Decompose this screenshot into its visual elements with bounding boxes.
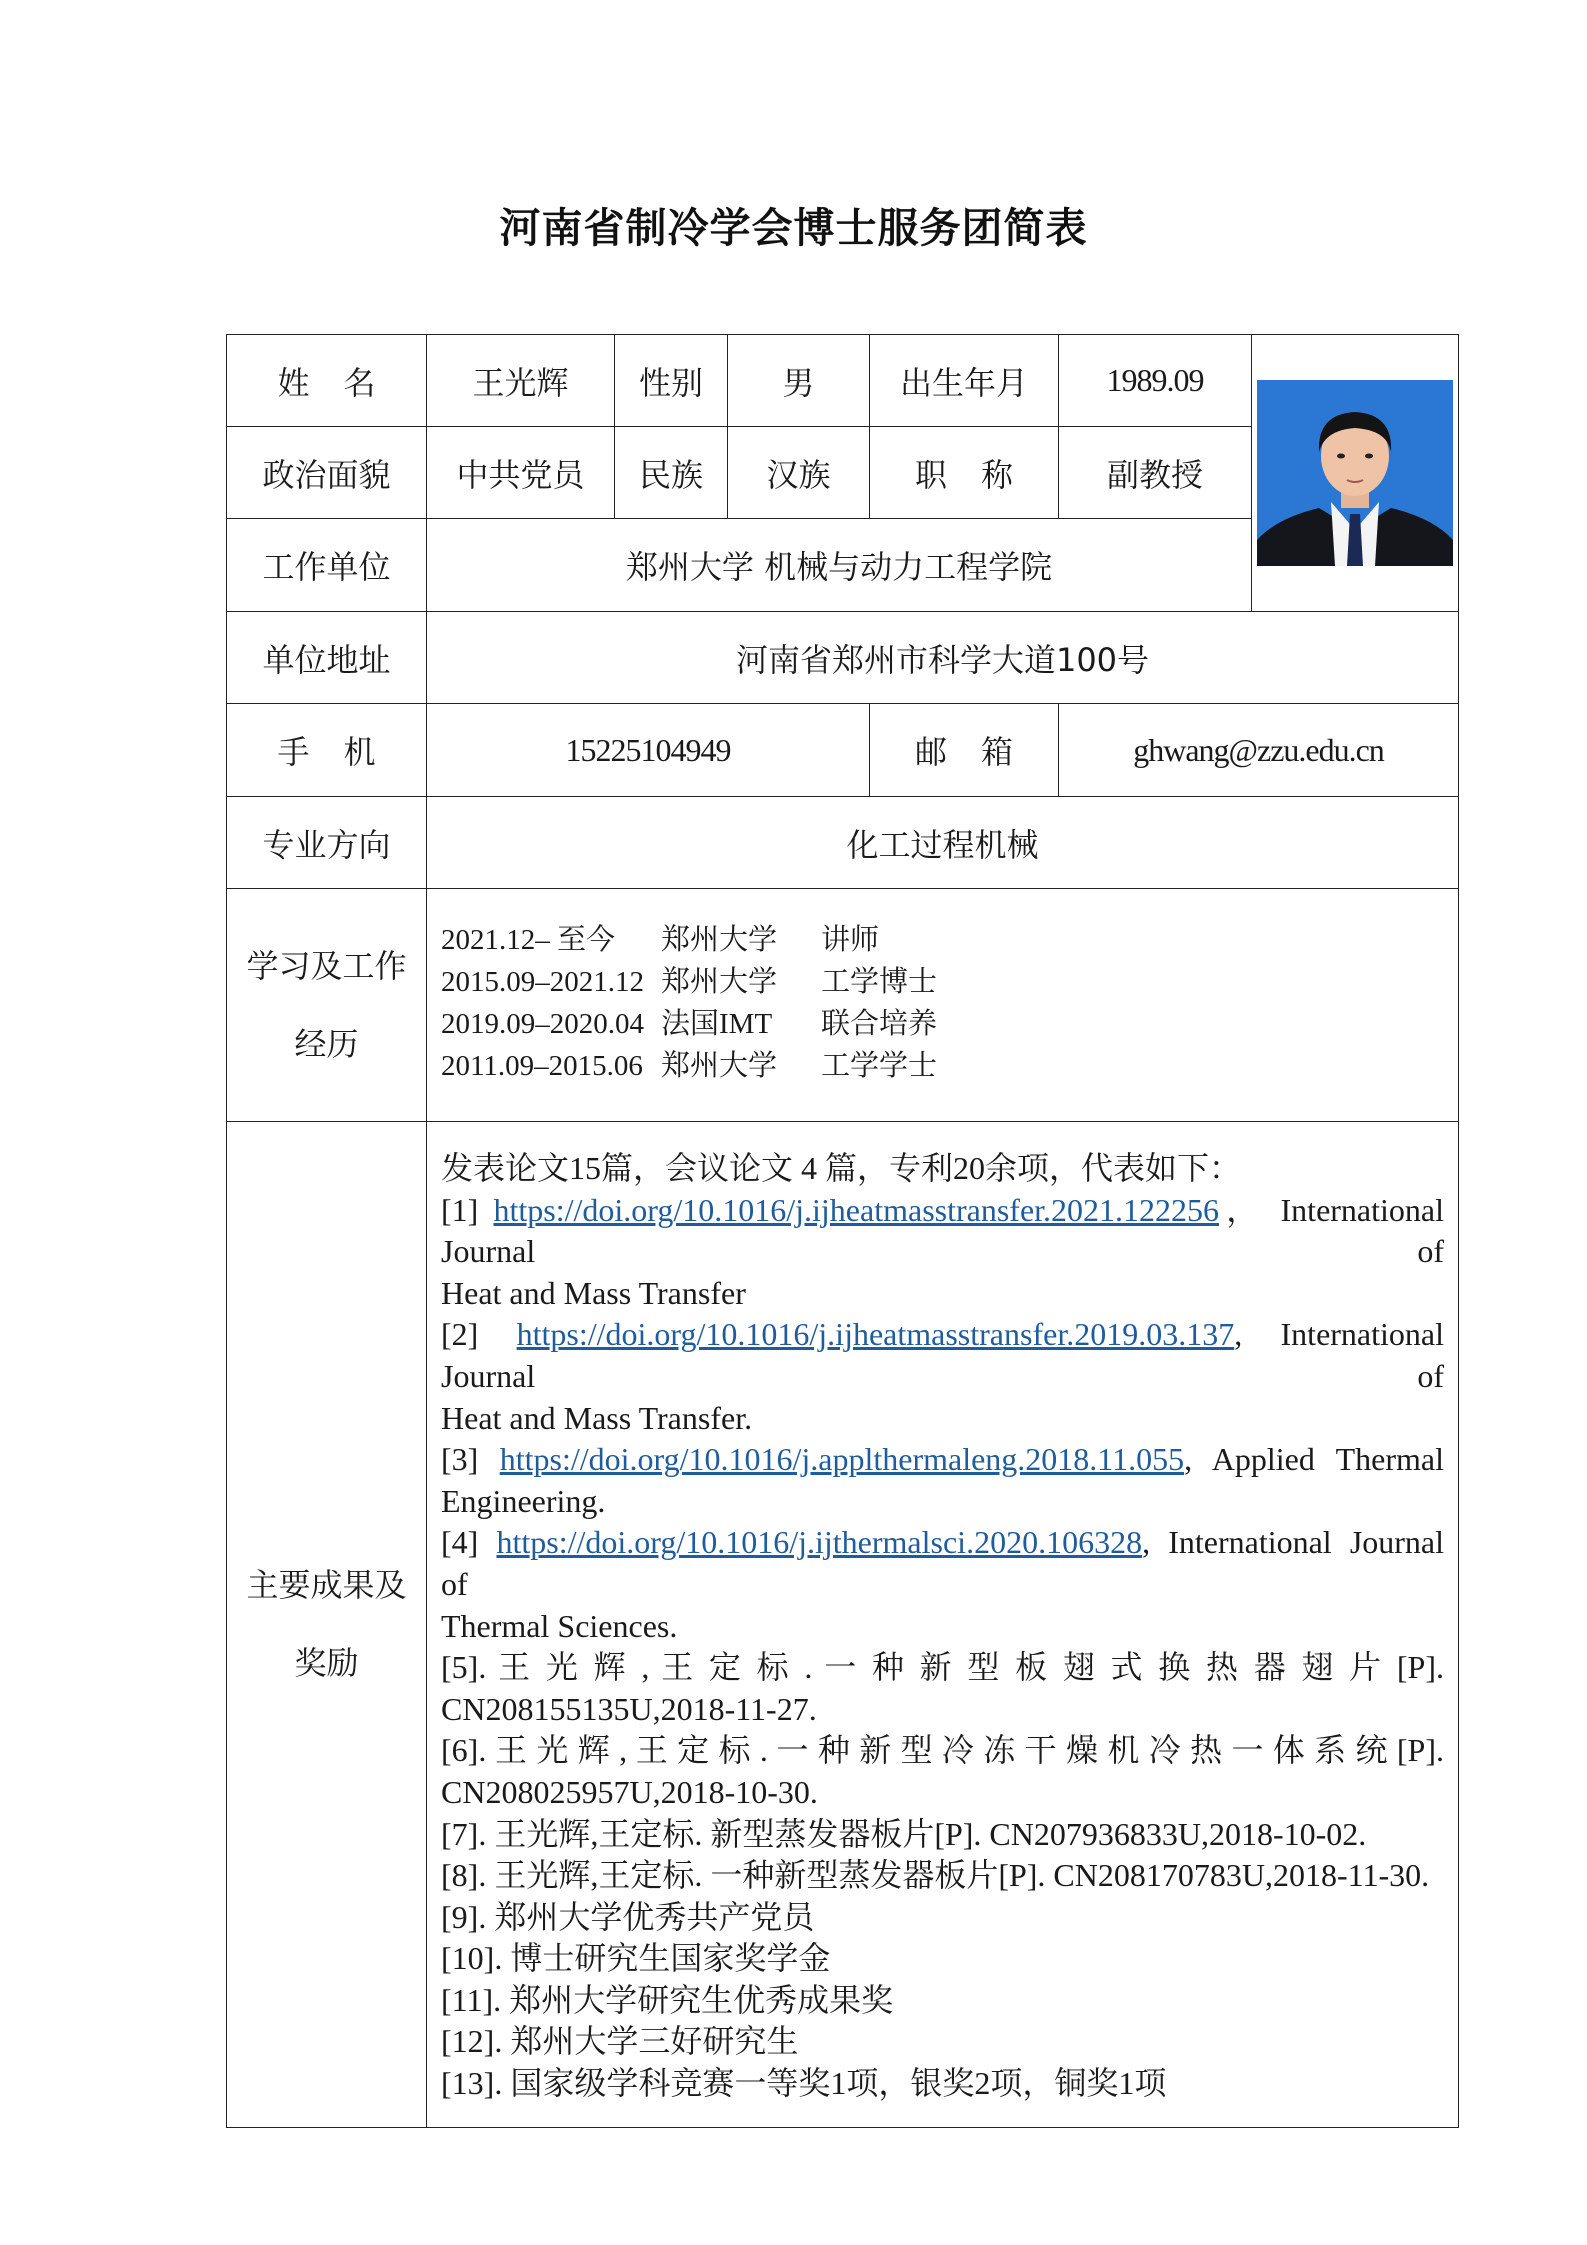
photo-cell (1252, 335, 1459, 612)
patent-number: CN208155135U,2018-11-27. (441, 1690, 817, 1727)
patent-item: [5]. 王 光 辉 , 王 定 标 . 一 种 新 型 板 翅 式 换 热 器 翅 片 [P]. (441, 1649, 1444, 1686)
birth-value: 1989.09 (1059, 335, 1252, 427)
major-value: 化工过程机械 (427, 797, 1459, 889)
experience-label: 学习及工作 经历 (227, 889, 427, 1122)
phone-value: 15225104949 (427, 704, 870, 797)
paper-doi-link[interactable]: https://doi.org/10.1016/j.ijheatmasstransfer.2019.03.137 (516, 1316, 1235, 1353)
paper-doi-link[interactable]: https://doi.org/10.1016/j.ijheatmasstransfer.2021.122256 (493, 1191, 1220, 1228)
achievement-item: [8]. 王光辉,王定标. 一种新型蒸发器板片[P]. CN208170783U,2018-11-30. (441, 1857, 1430, 1894)
achievement-item: [11]. 郑州大学研究生优秀成果奖 (441, 1981, 894, 2018)
patent-number: CN208025957U,2018-10-30. (441, 1773, 818, 1810)
achievement-item: [13]. 国家级学科竞赛一等奖1项，银奖2项，铜奖1项 (441, 2065, 1167, 2102)
political-label: 政治面貌 (227, 427, 427, 519)
paper-journal: Heat and Mass Transfer (441, 1274, 746, 1311)
experience-item: 2011.09–2015.06 郑州大学 工学学士 (441, 1050, 938, 1082)
ethnicity-label: 民族 (615, 427, 728, 519)
employer-label: 工作单位 (227, 519, 427, 612)
profile-table (226, 334, 1459, 2128)
experience-list (427, 889, 1459, 1122)
paper-doi-link[interactable]: https://doi.org/10.1016/j.ijthermalsci.2020.106328 (496, 1524, 1143, 1561)
paper-item: [1] https://doi.org/10.1016/j.ijheatmasstransfer.2021.122256， International Journal of (441, 1191, 1444, 1270)
name-value: 王光辉 (427, 335, 615, 427)
address-value: 河南省郑州市科学大道100号 (427, 612, 1459, 704)
portrait-photo (1257, 380, 1453, 566)
achievements-label: 主要成果及 奖励 (227, 1122, 427, 2128)
major-label: 专业方向 (227, 797, 427, 889)
achievement-item: [12]. 郑州大学三好研究生 (441, 2023, 799, 2060)
birth-label: 出生年月 (870, 335, 1059, 427)
paper-item: [2] https://doi.org/10.1016/j.ijheatmasstransfer.2019.03.137, International Journal of (441, 1316, 1444, 1394)
experience-item: 2015.09–2021.12 郑州大学 工学博士 (441, 966, 938, 998)
email-label: 邮箱 (870, 704, 1059, 797)
paper-item: [4] https://doi.org/10.1016/j.ijthermalsci.2020.106328, International Journal of (441, 1524, 1445, 1602)
ethnicity-value: 汉族 (728, 427, 870, 519)
title-rank-value: 副教授 (1059, 427, 1252, 519)
paper-item: [3] https://doi.org/10.1016/j.applthermaleng.2018.11.055, Applied Thermal (441, 1441, 1445, 1478)
achievement-item: [7]. 王光辉,王定标. 新型蒸发器板片[P]. CN207936833U,2018-10-02. (441, 1815, 1367, 1852)
achievement-item: [10]. 博士研究生国家奖学金 (441, 1940, 831, 1977)
gender-value: 男 (728, 335, 870, 427)
achievement-item: [9]. 郑州大学优秀共产党员 (441, 1898, 815, 1935)
email-value: ghwang@zzu.edu.cn (1059, 704, 1459, 797)
political-value: 中共党员 (427, 427, 615, 519)
paper-journal: Thermal Sciences. (441, 1607, 678, 1644)
achievements-intro: 发表论文15篇，会议论文 4 篇，专利20余项，代表如下： (441, 1150, 1242, 1186)
paper-doi-link[interactable]: https://doi.org/10.1016/j.applthermaleng.2018.11.055 (499, 1441, 1185, 1478)
title-rank-label: 职称 (870, 427, 1059, 519)
page-title: 河南省制冷学会博士服务团简表 (499, 204, 1088, 252)
employer-value: 郑州大学 机械与动力工程学院 (427, 519, 1252, 612)
paper-journal: Engineering. (441, 1482, 606, 1519)
experience-item: 2019.09–2020.04 法国IMT 联合培养 (441, 1008, 938, 1040)
patent-item: [6]. 王 光 辉 , 王 定 标 . 一 种 新 型 冷 冻 干 燥 机 冷 热 一 体 系 统 [P]. (441, 1732, 1444, 1769)
experience-item: 2021.12– 至今 郑州大学 讲师 (441, 924, 880, 956)
achievements-list (427, 1122, 1459, 2128)
phone-label: 手机 (227, 704, 427, 797)
gender-label: 性别 (615, 335, 728, 427)
address-label: 单位地址 (227, 612, 427, 704)
name-label: 姓名 (227, 335, 427, 427)
paper-journal: Heat and Mass Transfer. (441, 1399, 753, 1436)
